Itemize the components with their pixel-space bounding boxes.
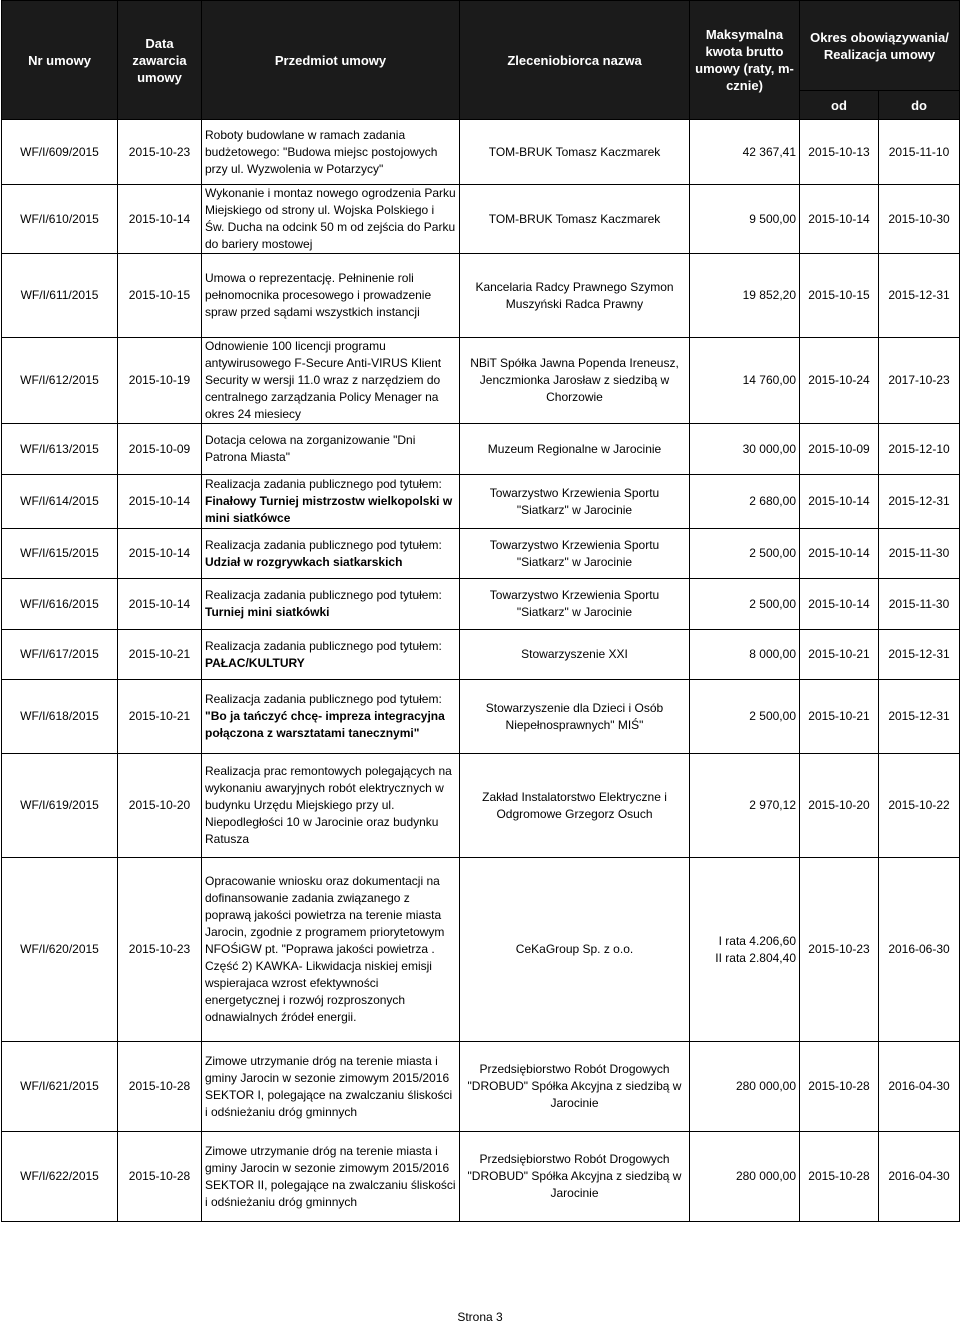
period-to: 2015-10-22	[879, 754, 960, 858]
header-amount: Maksymalna kwota brutto umowy (raty, m-cznie)	[690, 1, 800, 120]
date-concluded: 2015-10-23	[118, 858, 202, 1042]
date-concluded: 2015-10-28	[118, 1132, 202, 1222]
subject-text: Realizacja zadania publicznego pod tytułem:	[205, 588, 442, 602]
header-contractor: Zleceniobiorca nazwa	[460, 1, 690, 120]
contract-subject	[202, 680, 460, 754]
period-from: 2015-10-14	[800, 579, 879, 630]
max-amount: 30 000,00	[690, 424, 800, 475]
contract-number: WF/I/618/2015	[2, 680, 118, 754]
contractor-name: NBiT Spółka Jawna Popenda Ireneusz, Jenczmionka Jarosław z siedzibą w Chorzowie	[460, 338, 690, 424]
subject-text: Zimowe utrzymanie dróg na terenie miasta i gminy Jarocin w sezonie zimowym 2015/2016 SEKTOR I, polegające na zwalczaniu śliskości i odśnieżaniu dróg gminnych	[205, 1053, 453, 1119]
date-concluded: 2015-10-23	[118, 120, 202, 185]
contract-subject	[202, 858, 460, 1042]
contractor-name: Towarzystwo Krzewienia Sportu "Siatkarz" w Jarocinie	[460, 579, 690, 630]
contract-subject	[202, 120, 460, 185]
contract-subject	[202, 424, 460, 475]
header-to: do	[879, 91, 960, 120]
period-to: 2015-10-30	[879, 185, 960, 254]
contract-subject	[202, 185, 460, 254]
period-from: 2015-10-23	[800, 858, 879, 1042]
subject-text: Realizacja zadania publicznego pod tytułem:	[205, 638, 442, 653]
contract-number: WF/I/610/2015	[2, 185, 118, 254]
contract-number: WF/I/620/2015	[2, 858, 118, 1042]
contract-subject	[202, 254, 460, 338]
period-from: 2015-10-14	[800, 529, 879, 579]
contract-number: WF/I/609/2015	[2, 120, 118, 185]
header-period: Okres obowiązywania/ Realizacja umowy	[800, 1, 960, 91]
table-row	[2, 858, 960, 1042]
subject-title-bold: Udział w rozgrywkach siatkarskich	[205, 554, 403, 569]
period-to: 2015-12-31	[879, 680, 960, 754]
period-from: 2015-10-14	[800, 185, 879, 254]
max-amount: 280 000,00	[690, 1042, 800, 1132]
contracts-table	[1, 0, 960, 1222]
contractor-name: Muzeum Regionalne w Jarocinie	[460, 424, 690, 475]
max-amount: 2 500,00	[690, 579, 800, 630]
period-to: 2015-12-31	[879, 475, 960, 529]
contractor-name: Stowarzyszenie dla Dzieci i Osób Niepełnosprawnych" MIŚ"	[460, 680, 690, 754]
contractor-name: Przedsiębiorstwo Robót Drogowych "DROBUD" Spółka Akcyjna z siedzibą w Jarocinie	[460, 1042, 690, 1132]
max-amount: 2 680,00	[690, 475, 800, 529]
subject-text: Wykonanie i montaz nowego ogrodzenia Parku Miejskiego od strony ul. Wojska Polskiego i Św. Ducha na odcink 50 m od zejścia do Parku do bariery mostowej	[205, 186, 456, 251]
period-to: 2016-04-30	[879, 1042, 960, 1132]
contract-subject	[202, 529, 460, 579]
page-number: Strona 3	[457, 1310, 503, 1324]
subject-text: Zimowe utrzymanie dróg na terenie miasta i gminy Jarocin w sezonie zimowym 2015/2016 SEKTOR II, polegające na zwalczaniu śliskości i odśnieżaniu dróg gminnych	[205, 1143, 456, 1209]
contract-number: WF/I/614/2015	[2, 475, 118, 529]
contract-subject	[202, 338, 460, 424]
contractor-name: Towarzystwo Krzewienia Sportu "Siatkarz" w Jarocinie	[460, 529, 690, 579]
max-amount: 14 760,00	[690, 338, 800, 424]
max-amount: I rata 4.206,60 II rata 2.804,40	[690, 858, 800, 1042]
contract-subject	[202, 475, 460, 529]
table-row	[2, 579, 960, 630]
contract-number: WF/I/621/2015	[2, 1042, 118, 1132]
contract-subject	[202, 1042, 460, 1132]
contract-subject	[202, 1132, 460, 1222]
max-amount: 2 970,12	[690, 754, 800, 858]
subject-text: Realizacja zadania publicznego pod tytułem:	[205, 692, 442, 706]
header-subject: Przedmiot umowy	[202, 1, 460, 120]
date-concluded: 2015-10-21	[118, 680, 202, 754]
subject-text: Roboty budowlane w ramach zadania budżetowego: "Budowa miejsc postojowych przy ul. Wyzwolenia w Potarzycy"	[205, 127, 438, 176]
contract-number: WF/I/615/2015	[2, 529, 118, 579]
period-from: 2015-10-20	[800, 754, 879, 858]
date-concluded: 2015-10-15	[118, 254, 202, 338]
contract-number: WF/I/622/2015	[2, 1132, 118, 1222]
table-row	[2, 185, 960, 254]
date-concluded: 2015-10-21	[118, 630, 202, 680]
date-concluded: 2015-10-14	[118, 475, 202, 529]
max-amount: 19 852,20	[690, 254, 800, 338]
table-row	[2, 1042, 960, 1132]
period-to: 2015-11-30	[879, 579, 960, 630]
contract-subject	[202, 630, 460, 680]
contractor-name: Przedsiębiorstwo Robót Drogowych "DROBUD" Spółka Akcyjna z siedzibą w Jarocinie	[460, 1132, 690, 1222]
subject-text: Realizacja zadania publicznego pod tytułem:	[205, 477, 442, 491]
subject-title-bold: Finałowy Turniej mistrzostw wielkopolski w mini siatkówce	[205, 494, 453, 525]
contractor-name: CeKaGroup Sp. z o.o.	[460, 858, 690, 1042]
period-from: 2015-10-14	[800, 475, 879, 529]
subject-title-bold: PAŁAC/KULTURY	[205, 655, 305, 670]
subject-text: Opracowanie wniosku oraz dokumentacji na dofinansowanie zadania związanego z poprawą jakości powietrza na terenie miasta Jarocin, zgodnie z programem priorytetowym NFOŚiGW pt. "Poprawa jakości powietrza . Część 2) KAWKA- Likwidacja niskiej emisji wspierajaca wzrost efektywności energetycznej i rozwój rozproszonych odnawialnych źródeł energii.	[205, 874, 445, 1024]
subject-text: Realizacja zadania publicznego pod tytułem:	[205, 537, 442, 552]
table-row	[2, 630, 960, 680]
date-concluded: 2015-10-28	[118, 1042, 202, 1132]
max-amount: 2 500,00	[690, 529, 800, 579]
period-to: 2015-12-31	[879, 630, 960, 680]
table-row	[2, 424, 960, 475]
period-to: 2015-11-10	[879, 120, 960, 185]
header-nr: Nr umowy	[2, 1, 118, 120]
period-to: 2015-11-30	[879, 529, 960, 579]
max-amount: 280 000,00	[690, 1132, 800, 1222]
table-row	[2, 120, 960, 185]
subject-title-bold: Turniej mini siatkówki	[205, 605, 330, 619]
contract-number: WF/I/616/2015	[2, 579, 118, 630]
table-row	[2, 254, 960, 338]
contract-number: WF/I/613/2015	[2, 424, 118, 475]
max-amount: 9 500,00	[690, 185, 800, 254]
contract-subject	[202, 579, 460, 630]
table-row	[2, 475, 960, 529]
subject-title-bold: "Bo ja tańczyć chcę- impreza integracyjna połączona z warsztatami tanecznymi"	[205, 709, 445, 740]
date-concluded: 2015-10-14	[118, 579, 202, 630]
contract-number: WF/I/619/2015	[2, 754, 118, 858]
table-row	[2, 680, 960, 754]
period-from: 2015-10-09	[800, 424, 879, 475]
contractor-name: Zakład Instalatorstwo Elektryczne i Odgromowe Grzegorz Osuch	[460, 754, 690, 858]
table-row	[2, 754, 960, 858]
period-from: 2015-10-28	[800, 1042, 879, 1132]
period-from: 2015-10-21	[800, 680, 879, 754]
contractor-name: TOM-BRUK Tomasz Kaczmarek	[460, 185, 690, 254]
contract-number: WF/I/612/2015	[2, 338, 118, 424]
period-from: 2015-10-15	[800, 254, 879, 338]
period-to: 2016-04-30	[879, 1132, 960, 1222]
header-from: od	[800, 91, 879, 120]
table-row	[2, 529, 960, 579]
date-concluded: 2015-10-14	[118, 529, 202, 579]
contract-subject	[202, 754, 460, 858]
contractor-name: Stowarzyszenie XXI	[460, 630, 690, 680]
contractor-name: TOM-BRUK Tomasz Kaczmarek	[460, 120, 690, 185]
period-from: 2015-10-28	[800, 1132, 879, 1222]
contract-number: WF/I/611/2015	[2, 254, 118, 338]
date-concluded: 2015-10-19	[118, 338, 202, 424]
period-to: 2015-12-10	[879, 424, 960, 475]
period-from: 2015-10-13	[800, 120, 879, 185]
period-to: 2016-06-30	[879, 858, 960, 1042]
period-to: 2015-12-31	[879, 254, 960, 338]
date-concluded: 2015-10-20	[118, 754, 202, 858]
subject-text: Realizacja prac remontowych polegających na wykonaniu awaryjnych robót elektrycznych w budynku Urzędu Miejskiego przy ul. Niepodległości 10 w Jarocinie oraz budynku Ratusza	[205, 764, 452, 846]
subject-text: Dotacja celowa na zorganizowanie "Dni Patrona Miasta"	[205, 433, 416, 464]
contractor-name: Towarzystwo Krzewienia Sportu "Siatkarz" w Jarocinie	[460, 475, 690, 529]
contract-number: WF/I/617/2015	[2, 630, 118, 680]
max-amount: 2 500,00	[690, 680, 800, 754]
subject-text: Odnowienie 100 licencji programu antywirusowego F-Secure Anti-VIRUS Klient Security w wersji 11.0 wraz z narzędziem do centralnego zarządzania Policy Menager na okres 24 miesiecy	[205, 339, 442, 421]
max-amount: 42 367,41	[690, 120, 800, 185]
period-from: 2015-10-21	[800, 630, 879, 680]
date-concluded: 2015-10-09	[118, 424, 202, 475]
subject-text: Umowa o reprezentację. Pełninenie roli pełnomocnika procesowego i prowadzenie spraw przed sądami wszystkich instancji	[205, 271, 432, 319]
header-date-concluded: Data zawarcia umowy	[118, 1, 202, 120]
table-row	[2, 1132, 960, 1222]
period-to: 2017-10-23	[879, 338, 960, 424]
date-concluded: 2015-10-14	[118, 185, 202, 254]
contractor-name: Kancelaria Radcy Prawnego Szymon Muszyński Radca Prawny	[460, 254, 690, 338]
max-amount: 8 000,00	[690, 630, 800, 680]
table-row	[2, 338, 960, 424]
period-from: 2015-10-24	[800, 338, 879, 424]
